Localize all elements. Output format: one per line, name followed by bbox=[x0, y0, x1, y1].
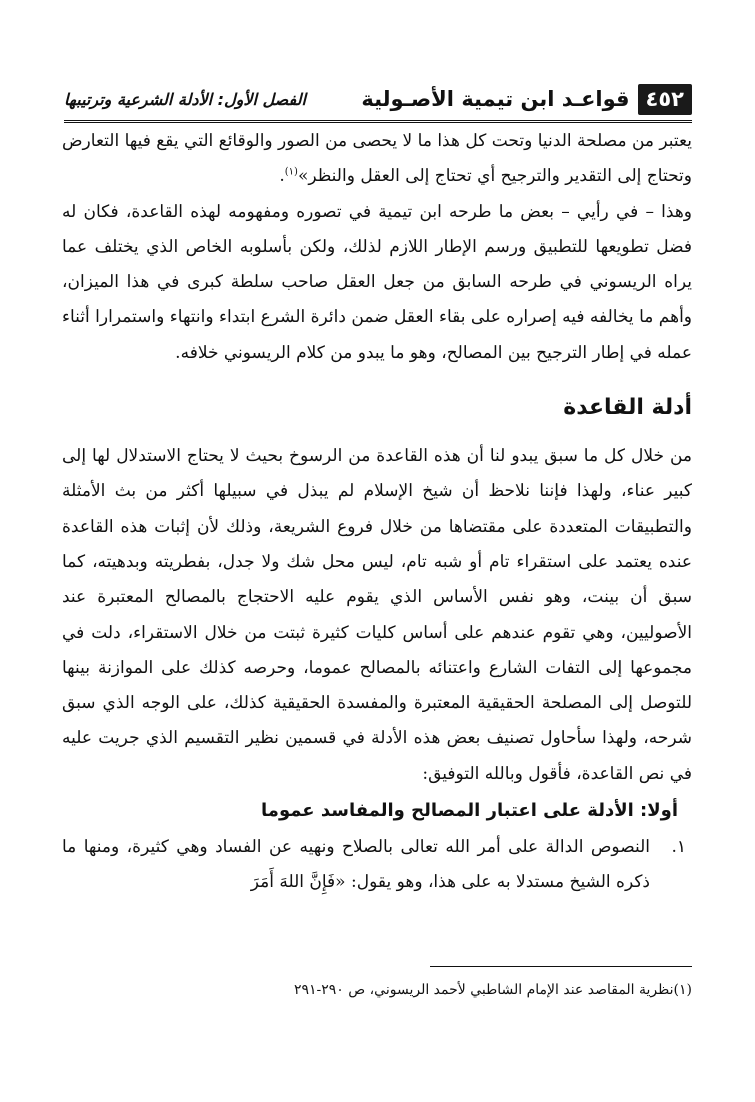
book-title: قواعـد ابن تيمية الأصـولية bbox=[361, 87, 630, 111]
list-item-text: النصوص الدالة على أمر الله تعالى بالصلاح ونهيه عن الفساد وهي كثيرة، ومنها ما ذكره الشيخ مستدلا به على هذا، وهو يقول: «فَإِنَّ اللهَ أَمَرَ bbox=[62, 837, 650, 893]
list-item-number: ١. bbox=[671, 837, 686, 858]
paragraph-3: من خلال كل ما سبق يبدو لنا أن هذه القاعدة من الرسوخ بحيث لا يحتاج الاستدلال لها إلى كبير عناء، ولهذا فإننا نلاحظ أن شيخ الإسلام لم يبذل في سبيلها أكثر من بث الأمثلة والتطبيقات المتعددة على مقتضاها من خلال فروع الشريعة، وذلك لأن إثبات هذه القاعدة عنده يعتمد على استقراء تام أو شبه تام، ليس محل شك ولا جدل، بفطريته وبدهيته، كما سبق أن بينت، وهو نفس الأساس الذي يقوم عليه الاحتجاج بالمصالح المعتبرة عند الأصوليين، وهي تقوم عندهم على أساس كليات كثيرة ثبتت من خلال الاستقراء، دلت في مجموعها إلى التفات الشارع واعتنائه بالمصالح عموما، وحرصه كذلك على الموازنة بينها للتوصل إلى المصلحة الحقيقية المعتبرة والمفسدة الحقيقية كذلك، على الوجه الذي سبق شرحه، ولهذا سأحاول تصنيف بعض هذه الأدلة في قسمين نظير التقسيم الذي جريت عليه في نص القاعدة، فأقول وبالله التوفيق: bbox=[62, 446, 692, 784]
chapter-title: الفصل الأول: الأدلة الشرعية وترتيبها bbox=[64, 89, 306, 109]
header-right bbox=[361, 84, 692, 115]
paragraph-1 bbox=[62, 124, 692, 195]
footnote-marker: (١) bbox=[284, 166, 298, 178]
footnote-divider bbox=[430, 966, 692, 967]
footnote: (١)نظرية المقاصد عند الإمام الشاطبي لأحمد الريسوني، ص ٢٩٠-٢٩١ bbox=[293, 982, 692, 998]
paragraph-2: وهذا – في رأيي – بعض ما طرحه ابن تيمية في تصوره ومفهومه لهذه القاعدة، فكان له فضل تطويعها للتطبيق ورسم الإطار اللازم لذلك، ولكن بأسلوبه الخاص الذي يختلف عما يراه الريسوني في طرحه السابق من جعل العقل صاحب سلطة كبرى في هذا الميزان، وأهم ما يخالفه فيه إصراره على بقاء العقل ضمن دائرة الشرع ابتداء وانتهاء واستمرارا أثناء عمله في إطار الترجيح بين المصالح، وهو ما يبدو من كلام الريسوني خلافه. bbox=[62, 201, 692, 363]
running-header bbox=[64, 80, 692, 118]
paragraph-1-end: . bbox=[279, 166, 285, 187]
subsection-heading: أولا: الأدلة على اعتبار المصالح والمفاسد عموما bbox=[261, 800, 678, 822]
body-text bbox=[62, 124, 692, 901]
page-number: ٤٥٢ bbox=[638, 84, 692, 115]
section-heading: أدلة القاعدة bbox=[563, 395, 692, 421]
paragraph-1-text: يعتبر من مصلحة الدنيا وتحت كل هذا ما لا يحصى من الصور والوقائع التي يقع فيها التعارض وتحتاج إلى التقدير والترجيح أي تحتاج إلى العقل والنظر» bbox=[62, 131, 692, 187]
list-item-1 bbox=[62, 830, 692, 901]
